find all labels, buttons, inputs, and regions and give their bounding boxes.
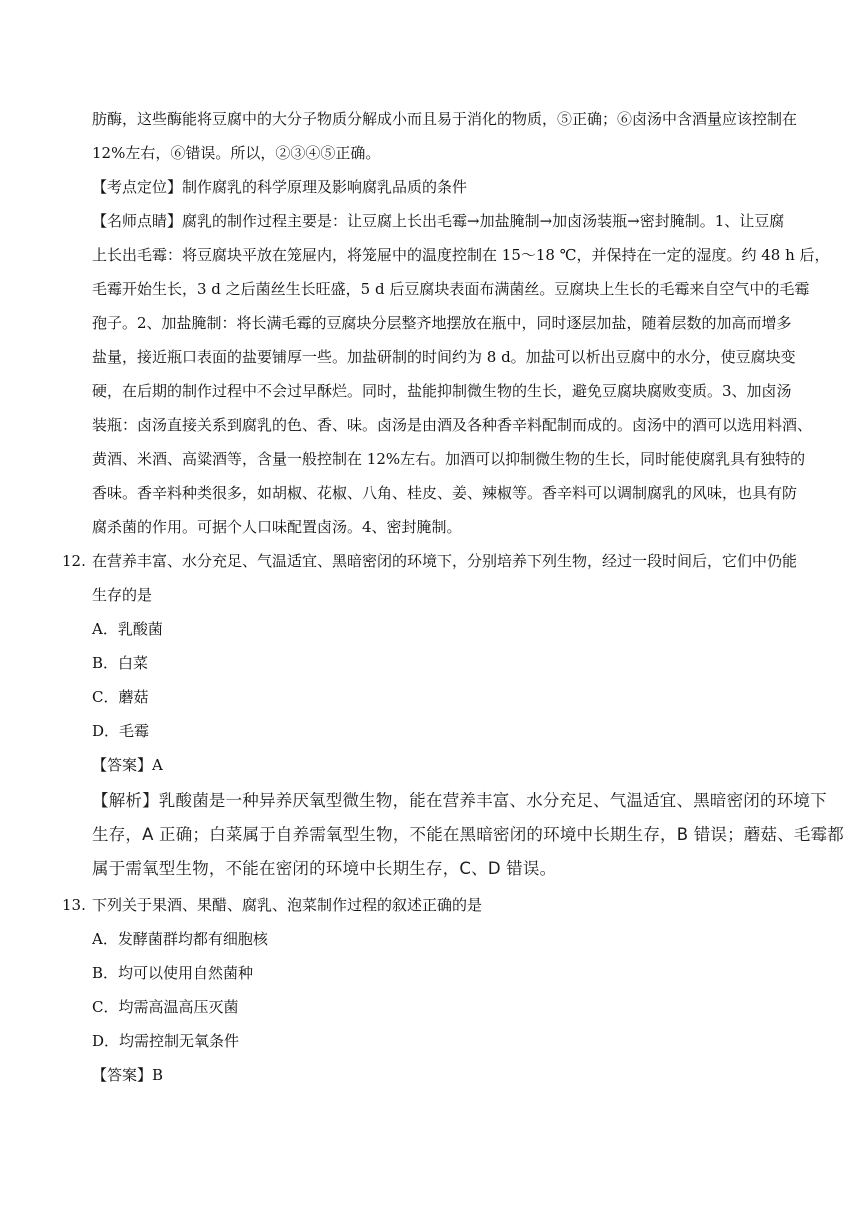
mingshi-line-10: 腐杀菌的作用。可据个人口味配置卤汤。4、密封腌制。 [92,518,462,536]
question-12-stem-line-2: 生存的是 [92,586,153,604]
question-13-number: 13. [62,896,86,914]
question-13-stem: 下列关于果酒、果醋、腐乳、泡菜制作过程的叙述正确的是 [92,896,483,914]
mingshi-line-4: 孢子。2、加盐腌制：将长满毛霉的豆腐块分层整齐地摆放在瓶中，同时逐层加盐，随着层数的加高而增多 [92,314,792,332]
question-12-stem-line-1: 在营养丰富、水分充足、气温适宜、黑暗密闭的环境下，分别培养下列生物，经过一段时间后，它们中仍能 [92,552,798,570]
mingshi-line-1: 【名师点睛】腐乳的制作过程主要是：让豆腐上长出毛霉→加盐腌制→加卤汤装瓶→密封腌制。1、让豆腐 [92,212,785,230]
mingshi-line-8: 黄酒、米酒、高粱酒等，含量一般控制在 12%左右。加酒可以抑制微生物的生长，同时能使腐乳具有独特的 [92,450,806,468]
question-13-option-c: C．均需高温高压灭菌 [92,998,239,1016]
question-12-option-c: C．蘑菇 [92,688,149,706]
mingshi-line-5: 盐量，接近瓶口表面的盐要铺厚一些。加盐研制的时间约为 8 d。加盐可以析出豆腐中的水分，使豆腐块变 [92,348,796,366]
question-12-number: 12. [62,552,86,570]
question-12-analysis-line-1: 【解析】乳酸菌是一种异养厌氧型微生物，能在营养丰富、水分充足、气温适宜、黑暗密闭的环境下 [92,791,827,810]
mingshi-line-2: 上长出毛霉：将豆腐块平放在笼屉内，将笼屉中的温度控制在 15～18 ℃，并保持在一定的湿度。约 48 h 后， [92,246,830,264]
question-13-option-a: A．发酵菌群均都有细胞核 [92,930,268,948]
mingshi-line-3: 毛霉开始生长，3 d 之后菌丝生长旺盛，5 d 后豆腐块表面布满菌丝。豆腐块上生长的毛霉来自空气中的毛霉 [92,280,810,298]
question-12-analysis-line-2: 生存，A 正确；白菜属于自养需氧型生物，不能在黑暗密闭的环境中长期生存，B 错误；蘑菇、毛霉都 [92,825,844,844]
question-13-answer: 【答案】B [92,1066,164,1084]
mingshi-line-6: 硬，在后期的制作过程中不会过早酥烂。同时，盐能抑制微生物的生长，避免豆腐块腐败变质。3、加卤汤 [92,382,792,400]
prev-analysis-line-1: 肪酶，这些酶能将豆腐中的大分子物质分解成小而且易于消化的物质，⑤正确；⑥卤汤中含酒量应该控制在 [92,110,798,128]
mingshi-line-7: 装瓶：卤汤直接关系到腐乳的色、香、味。卤汤是由酒及各种香辛料配制而成的。卤汤中的酒可以选用料酒、 [92,416,813,434]
prev-analysis-line-2: 12%左右，⑥错误。所以，②③④⑤正确。 [92,144,381,162]
mingshi-line-9: 香味。香辛料种类很多，如胡椒、花椒、八角、桂皮、姜、辣椒等。香辛料可以调制腐乳的风味，也具有防 [92,484,798,502]
question-12-answer: 【答案】A [92,756,163,774]
kaodian-dingwei: 【考点定位】制作腐乳的科学原理及影响腐乳品质的条件 [92,178,468,196]
question-12-analysis-line-3: 属于需氧型生物，不能在密闭的环境中长期生存，C、D 错误。 [92,859,557,878]
question-12-option-d: D．毛霉 [92,722,150,740]
question-12-option-a: A．乳酸菌 [92,620,163,638]
question-12-option-b: B．白菜 [92,654,149,672]
question-13-option-d: D．均需控制无氧条件 [92,1032,240,1050]
question-13-option-b: B．均可以使用自然菌种 [92,964,254,982]
